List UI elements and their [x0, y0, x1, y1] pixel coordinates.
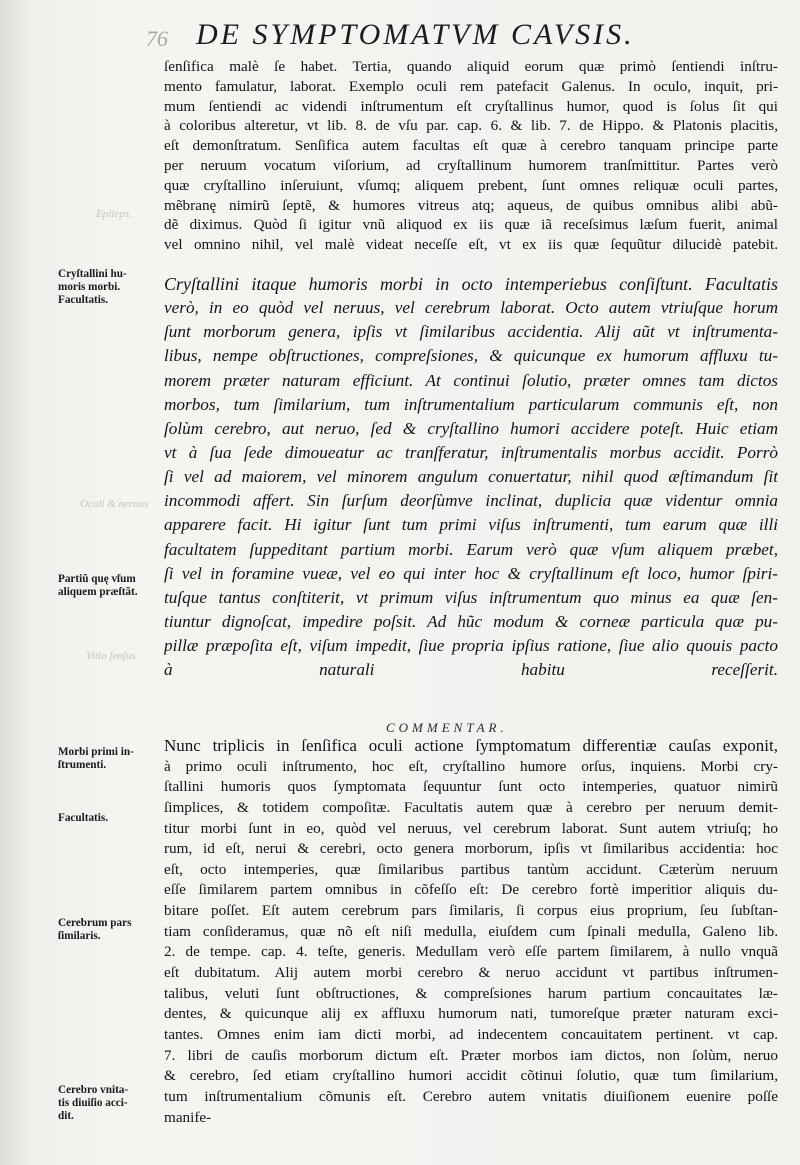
margin-note-line: ſimilaris.	[58, 930, 101, 942]
margin-note-cerebrum-pars	[58, 917, 156, 943]
text-line: incommodi affert. Sin ſurſum deorſùmve inclinat, duplicia quæ videntur omnia	[164, 491, 778, 511]
margin-note-line: dit.	[58, 1110, 74, 1122]
text-line: ſi vel in foramine vueæ, vel eo qui inter hoc & cryſtallinum eſt loco, humor ſpiri-	[164, 563, 778, 583]
text-line: morem præter naturam efficiunt. At continui ſolutio, præter omnes tam dictos	[164, 370, 778, 390]
text-line: ſenſifica malè ſe habet. Tertia, quando aliquid eorum quæ primò ſentiendi inſtru-	[164, 58, 778, 75]
text-line: mento famulatur, laborat. Exemplo oculi rem patefacit Galenus. In oculo, inquit, pri-	[164, 77, 778, 95]
text-line: vel omnino nihil, vel malè videat neceſſe eſt, vt ex iis quæ ſequũtur dilucidè patebit.	[164, 236, 778, 254]
text-line: tantes. Omnes enim iam dicti morbi, ad indecentem concauitatem pertinent. vt cap.	[164, 1025, 778, 1043]
text-line: tum inſtrumentalium cõmunis eſt. Cerebro autem vnitatis diuiſionem euenire poſſe	[164, 1087, 778, 1105]
margin-note-line: Partiũ quę vſum	[58, 573, 136, 585]
margin-note-line: aliquem præſtãt.	[58, 586, 138, 598]
running-head: DE SYMPTOMATVM CAVSIS.	[196, 18, 635, 51]
text-line: à coloribus alteretur, vt lib. 8. de vſu par. cap. 6. & lib. 7. de Hippo. & Platonis placitis,	[164, 117, 778, 135]
margin-note-cerebro-vnitatis	[58, 1084, 156, 1123]
margin-note-morbi-primi	[58, 746, 156, 772]
text-line: Cryſtallini itaque humoris morbi in octo intemperiebus conſiſtunt. Facultatis	[164, 274, 778, 294]
italic-main-text	[164, 272, 778, 682]
text-line: & cerebro, ſed etiam cryſtallino humori accidit cõtinui ſolutio, quæ tum ſimilarium,	[164, 1067, 778, 1085]
text-line: bitare poſſet. Eſt autem cerebrum pars ſimilaris, ſi corpus eius proprium, ſeu ſubſtan-	[164, 902, 778, 920]
margin-note-line: Morbi primi in-	[58, 746, 134, 758]
bleed-through-text: Vitio ſenſus	[86, 650, 136, 662]
text-line: manife-	[164, 1108, 212, 1126]
margin-note-line: ſtrumenti.	[58, 759, 107, 771]
margin-note-facultatis	[58, 812, 156, 825]
margin-note-crystallini	[58, 268, 156, 307]
text-line: tuſque tantus conſtiterit, vt primum viſus inſtrumentum quo minus ea quæ ſen-	[164, 587, 778, 607]
text-line: tiam conſideramus, quæ nõ eſt niſi medulla, eiuſdem cum ſpinali medulla, Galeno lib.	[164, 922, 778, 940]
text-line: verò, in eo quòd vel neruus, vel cerebrum laborat. Octo autem vtriuſque horum	[164, 298, 778, 318]
text-line: per neruum vocatum viſorium, ad cryſtallinum humorem tranſmittitur. Partes verò	[164, 156, 778, 174]
text-line: ſunt morborum genera, ipſis vt ſimilaribus accidentia. Alij aũt vt inſtrumenta-	[164, 322, 778, 342]
page-number: 76	[146, 26, 168, 51]
text-line: eſt demonſtratum. Senſifica autem facultas eſt quæ à cerebro tanquam principe parte	[164, 137, 778, 155]
text-line: à primo oculi inſtrumento, hoc eſt, cryſtallino humore orſus, inquiens. Morbi cry-	[164, 757, 778, 775]
text-line: mẽbranę nimirũ ſeptẽ, & humores vitreus atq; aqueus, de quibus omnibus alibi abũ-	[164, 196, 778, 214]
text-line: titur morbi ſunt in eo, quòd vel neruus, vel cerebrum laborat. Sunt autem vtriuſq; ho	[164, 819, 778, 837]
text-line: 2. de tempe. cap. 4. teſte, generis. Medullam verò eſſe partem ſimilarem, à nullo vnquã	[164, 943, 778, 961]
text-line: pillæ præpoſita eſt, viſum impedit, ſiue propria ipſius ratione, ſiue alio quouis pacto	[164, 636, 778, 656]
text-line: dentes, & quicunque alij ex affluxu humorum nati, tumoreſque præter naturam exci-	[164, 1005, 778, 1023]
margin-notes	[0, 0, 160, 1165]
comment-heading: COMMENTAR.	[386, 720, 508, 735]
intro-paragraph	[164, 57, 778, 255]
text-line: ſi vel ad maiorem, vel minorem angulum conuertatur, nihil quod æſtimandum ſit	[164, 467, 778, 487]
text-line: apparere facit. Hi igitur ſunt tum primi viſus inſtrumenti, tum earum quæ illi	[164, 515, 778, 535]
text-line: ſimplices, & totidem compoſitæ. Facultatis autem quæ à cerebro per neruum demit-	[164, 798, 778, 816]
margin-note-line: Cerebrum pars	[58, 917, 132, 929]
text-line: dẽ diximus. Quòd ſi igitur vnũ aliquod ex iis quæ iã receſsimus læſum fuerit, animal	[164, 216, 778, 234]
text-line: ſolùm cerebro, aut neruo, ſed & cryſtallino humori accidere poteſt. Huic etiam	[164, 418, 778, 438]
margin-note-line: Facultatis.	[58, 294, 109, 306]
text-line: facultatem ſuppeditant partium morbi. Earum verò quæ vſum aliquem præbet,	[164, 539, 778, 559]
text-line: vt à ſua ſede dimoueatur ac tranſferatur, inſtrumentalis morbus accidit. Porrò	[164, 442, 778, 462]
commentary-paragraph	[164, 736, 778, 1128]
text-line: 7. libri de cauſis morborum dictum eſt. Præter morbos iam dictos, non ſolùm, neruo	[164, 1046, 778, 1064]
text-line: quæ cryſtallino inſeruiunt, vſumq; aliquem prebent, ſunt omnes reliquæ oculi partes,	[164, 176, 778, 194]
margin-note-line: Cryſtallini hu-	[58, 268, 127, 280]
margin-note-partium	[58, 573, 156, 599]
text-line: ſtallini humoris quos ſymptomata ſequuntur ſunt octo intemperies, quatuor nimirũ	[164, 778, 778, 796]
text-line: rum, id eſt, nerui & cerebri, octo genera morborum, ipſis vt ſimilaribus accidentia: hoc	[164, 840, 778, 858]
bleed-through-text: Epileps.	[96, 208, 132, 220]
text-line: eſt dubitatum. Alij autem morbi cerebro & neruo accidunt vt partibus inſtrumen-	[164, 964, 778, 982]
text-line: talibus, veluti ſunt obſtructiones, & compreſsiones harum partium concauitates læ-	[164, 984, 778, 1002]
text-line: morbos, tum ſimilarium, tum inſtrumentalium particularum communis eſt, non	[164, 394, 778, 414]
margin-note-line: Cerebro vnita-	[58, 1084, 129, 1096]
text-line: mum ſentiendi ac videndi inſtrumentum eſt cryſtallinus humor, quod is ſolus ſit qui	[164, 97, 778, 115]
margin-note-line: tis diuiſio acci-	[58, 1097, 128, 1109]
text-line: à naturali habitu receſſerit.	[164, 660, 778, 680]
text-line: libus, nempe obſtructiones, compreſsiones, & quicunque ex humorum affluxu tu-	[164, 346, 778, 366]
margin-note-line: moris morbi.	[58, 281, 121, 293]
bleed-through-text: Oculi & neruus	[80, 498, 149, 510]
text-line: eſſe ſimilarem partem omnibus in cõfeſſo eſt: De cerebro fortè imperitior aliquis du-	[164, 881, 778, 899]
text-line: tiuntur dignoſcat, impedire poſsit. Ad hũc modum & corneæ particula quæ pu-	[164, 611, 778, 631]
text-line: eſt, octo intemperies, quæ ſimilaribus partibus tantùm accidunt. Cæterùm neruum	[164, 860, 778, 878]
margin-note-line: Facultatis.	[58, 812, 109, 824]
text-line: Nunc triplicis in ſenſifica oculi actione ſymptomatum differentiæ cauſas exponit,	[164, 736, 778, 755]
